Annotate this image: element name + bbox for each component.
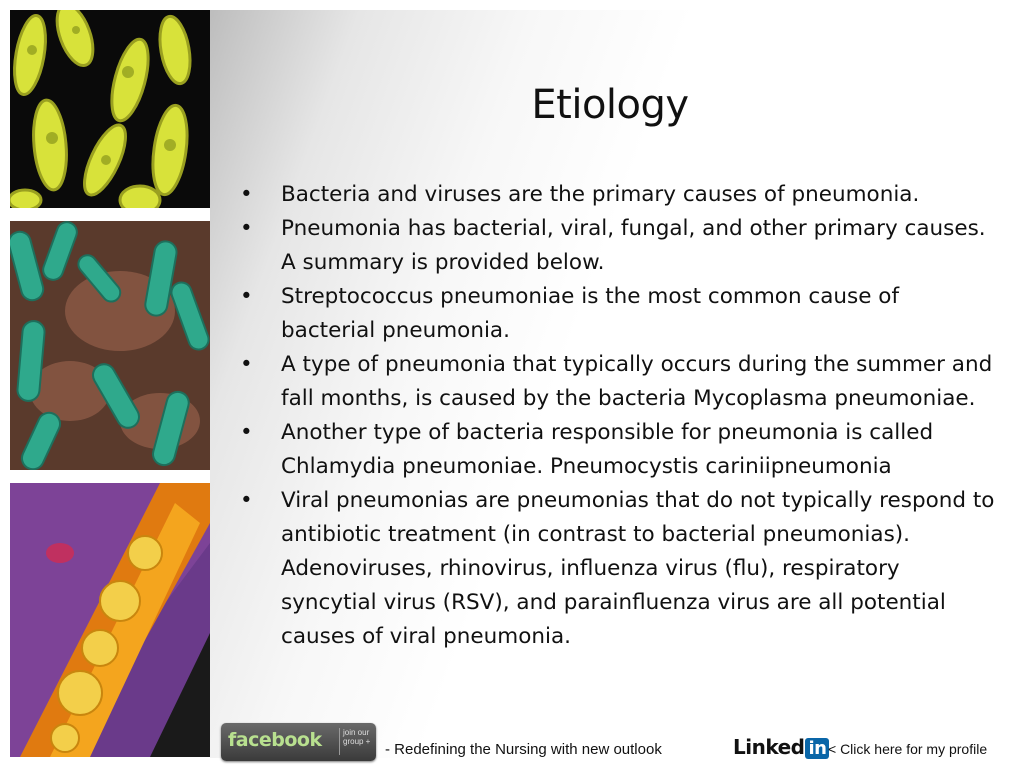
bullet-item: • Viral pneumonias are pneumonias that do not typically respond to antibiotic treatment (in contrast to bacterial pneumonias). Adenoviruses, rhinovirus, influenza virus (flu), respiratory syncytial virus (RSV), and parainfluenza virus are all potential causes of viral pneumonia. [240,484,1000,654]
bullet-dot: • [240,284,253,309]
bullet-list [240,178,1000,654]
linkedin-logo[interactable]: Linked in [733,735,829,759]
linkedin-in-icon: in [805,738,829,759]
bullet-item: • Pneumonia has bacterial, viral, fungal, and other primary causes. A summary is provided below. [240,212,1000,280]
bullet-dot: • [240,488,253,513]
slide-title: Etiology [531,82,689,128]
bacteria-micrograph-teal [10,221,210,470]
bullet-item: • A type of pneumonia that typically occurs during the summer and fall months, is caused by the bacteria Mycoplasma pneumoniae. [240,348,1000,416]
bullet-dot: • [240,216,253,241]
bullet-dot: • [240,182,253,207]
bullet-item: • Streptococcus pneumoniae is the most common cause of bacterial pneumonia. [240,280,1000,348]
slide [10,10,1014,758]
bullet-dot: • [240,352,253,377]
bacteria-micrograph-yellow [10,10,210,208]
facebook-join-text: join our group + [339,728,375,755]
cell-micrograph-orange [10,483,210,757]
facebook-logo-text: facebook [228,729,322,751]
image-column [10,10,210,758]
bullet-item: • Bacteria and viruses are the primary causes of pneumonia. [240,178,1000,212]
bullet-item: • Another type of bacteria responsible for pneumonia is called Chlamydia pneumoniae. Pneumocystis cariniipneumonia [240,416,1000,484]
bullet-dot: • [240,420,253,445]
tagline: - Redefining the Nursing with new outlook [385,741,662,758]
facebook-join-button[interactable] [221,723,376,761]
profile-link[interactable]: < Click here for my profile [828,741,988,757]
